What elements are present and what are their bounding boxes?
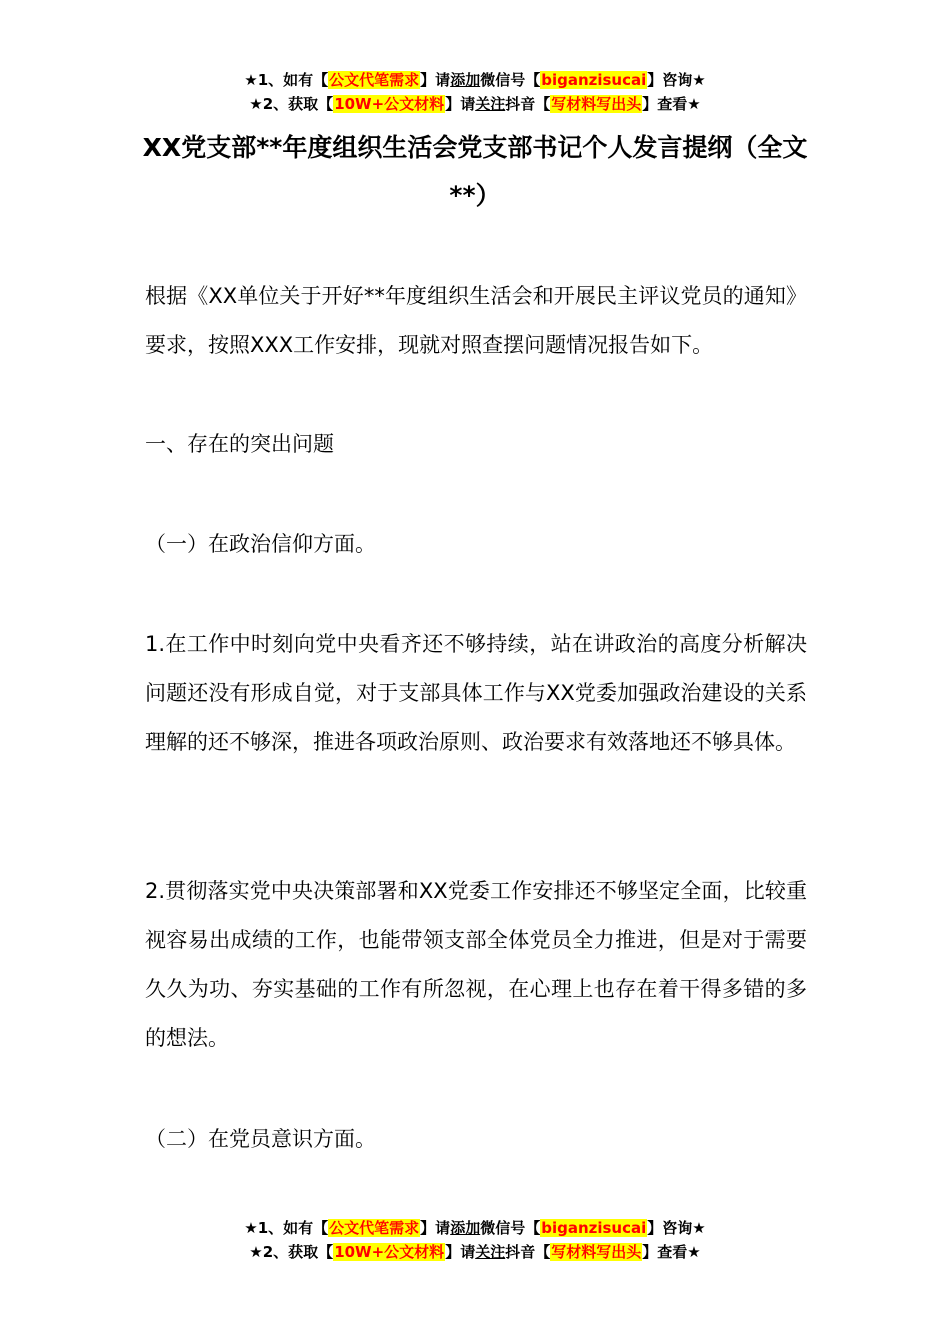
- banner-line-2: [0, 1240, 950, 1264]
- banner-text: 】咨询★: [647, 1219, 706, 1237]
- banner-line-1: [0, 68, 950, 92]
- document-title: XX党支部**年度组织生活会党支部书记个人发言提纲（全文**）: [142, 133, 808, 210]
- banner-text: 】查看★: [642, 1243, 701, 1261]
- banner-text: 抖音【: [505, 95, 551, 113]
- banner-line-1: [0, 1216, 950, 1240]
- banner-highlight: 10W+公文材料: [334, 1243, 445, 1261]
- banner-text: 】请: [445, 1243, 476, 1261]
- banner-highlight: 写材料写出头: [551, 1243, 642, 1261]
- banner-line-2: [0, 92, 950, 116]
- banner-highlight: 写材料写出头: [551, 95, 642, 113]
- intro-paragraph: 根据《XX单位关于开好**年度组织生活会和开展民主评议党员的通知》要求，按照XXX工作安排，现就对照查摆问题情况报告如下。: [145, 284, 807, 357]
- section-heading: 一、存在的突出问题: [145, 432, 334, 456]
- banner-underlined: 关注: [475, 95, 506, 113]
- banner-highlight: 公文代笔需求: [329, 1219, 420, 1237]
- banner-text: 微信号【: [480, 1219, 541, 1237]
- list-item: 1.在工作中时刻向党中央看齐还不够持续，站在讲政治的高度分析解决问题还没有形成自觉，对于支部具体工作与XX党委加强政治建设的关系理解的还不够深，推进各项政治原则、政治要求有效落地还不够具体。: [145, 632, 807, 754]
- subsection-heading: （二）在党员意识方面。: [145, 1127, 376, 1151]
- banner-text: ★2、获取【: [249, 95, 334, 113]
- footer-banner: [0, 1216, 950, 1264]
- list-item: 2.贯彻落实党中央决策部署和XX党委工作安排还不够坚定全面，比较重视容易出成绩的工作，也能带领支部全体党员全力推进，但是对于需要久久为功、夯实基础的工作有所忽视，在心理上也存在着干得多错的多的想法。: [145, 879, 807, 1050]
- banner-highlight: biganzisucai: [541, 71, 647, 89]
- banner-text: ★1、如有【: [244, 71, 329, 89]
- banner-highlight: biganzisucai: [541, 1219, 647, 1237]
- banner-text: ★2、获取【: [249, 1243, 334, 1261]
- banner-text: 】请: [420, 71, 451, 89]
- banner-text: 】请: [420, 1219, 451, 1237]
- banner-highlight: 公文代笔需求: [329, 71, 420, 89]
- subsection-heading: （一）在政治信仰方面。: [145, 532, 376, 556]
- banner-underlined: 添加: [450, 1219, 481, 1237]
- banner-text: 】请: [445, 95, 476, 113]
- banner-text: 抖音【: [505, 1243, 551, 1261]
- banner-highlight: 10W+公文材料: [334, 95, 445, 113]
- banner-text: 微信号【: [480, 71, 541, 89]
- banner-text: ★1、如有【: [244, 1219, 329, 1237]
- banner-underlined: 关注: [475, 1243, 506, 1261]
- banner-underlined: 添加: [450, 71, 481, 89]
- header-banner: [0, 68, 950, 116]
- banner-text: 】查看★: [642, 95, 701, 113]
- banner-text: 】咨询★: [647, 71, 706, 89]
